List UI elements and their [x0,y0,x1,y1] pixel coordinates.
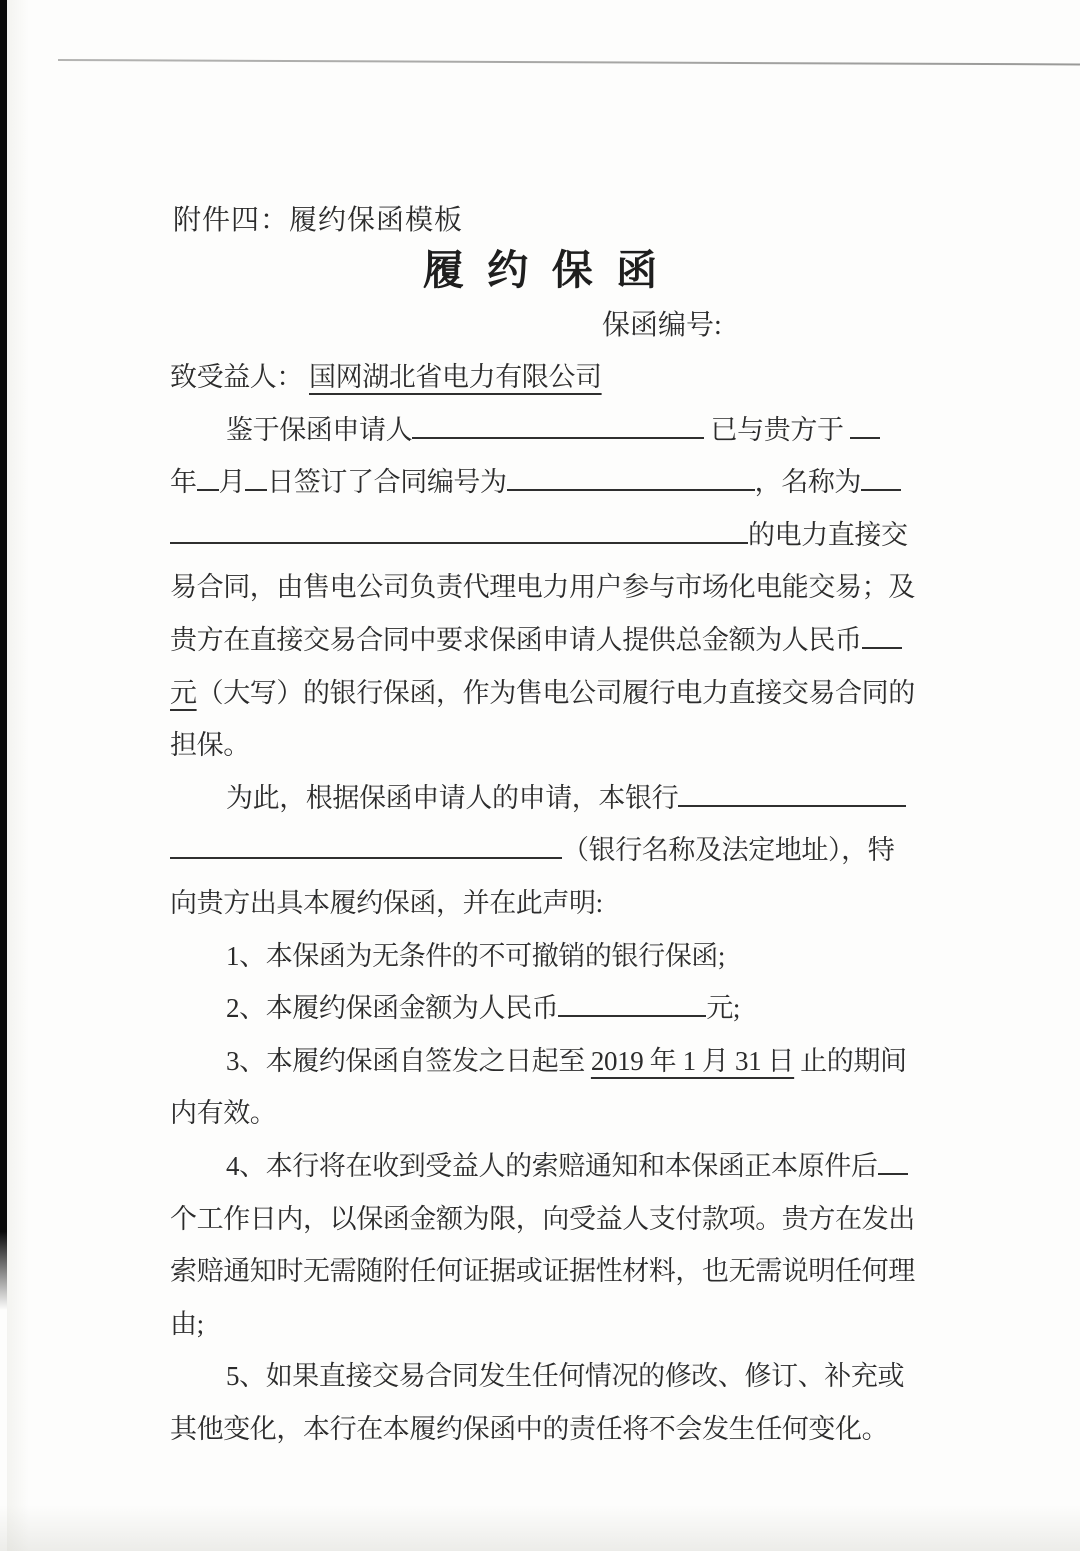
attachment-label: 附件四：履约保函模板 [173,205,464,236]
beneficiary-label: 致受益人： [170,362,303,392]
text-item-5-cont: 其他变化，本行在本履约保函中的责任将不会发生任何变化。 [170,1413,889,1444]
line-item-2 [170,982,930,1035]
text-item-5: 5、如果直接交易合同发生任何情况的修改、修订、补充或 [226,1361,905,1392]
text-require-amount: 贵方在直接交易合同中要求保函申请人提供总金额为人民币 [170,624,862,655]
text-bank-name-address: （银行名称及法定地址），特 [562,835,895,866]
text-item-2-yuan: 元; [706,993,741,1024]
line-hereby-bank [170,772,930,825]
blank-sign-year [850,410,880,439]
text-item-4-end: 由; [170,1308,204,1339]
text-bank-guarantee: （大写）的银行保函，作为售电公司履行电力直接交易合同的 [196,677,915,708]
text-guarantee-end: 担保。 [170,730,250,761]
document-body [170,351,930,1455]
blank-day [245,462,267,491]
line-trade-contract [170,561,930,614]
text-direct-power: 的电力直接交 [748,519,908,550]
line-item-5-cont [170,1403,930,1456]
line-require-amount [170,614,930,667]
text-item-3-end: 止的期间 [800,1045,907,1076]
text-whereas: 鉴于保函申请人 [226,414,413,445]
scan-bottom-shadow [0,1505,1080,1551]
line-item-4-cont-2 [170,1245,930,1298]
bond-number-label: 保函编号: [602,310,722,341]
blank-working-days [878,1146,908,1175]
line-item-3-cont [170,1087,930,1140]
blank-applicant-name [412,410,704,439]
blank-bank-name [678,778,906,807]
blank-guarantee-amount [558,988,706,1017]
text-item-3: 3、本履约保函自签发之日起至 [226,1045,585,1076]
line-issue-declare [170,877,930,930]
text-item-1: 1、本保函为无条件的不可撤销的银行保函; [226,940,726,971]
blank-bank-name-cont [170,830,562,859]
text-named: ，名称为 [754,467,862,498]
line-yuan-capital [170,667,930,720]
line-guarantee-end [170,719,930,772]
beneficiary-name: 国网湖北省电力有限公司 [309,362,602,392]
line-item-5 [170,1350,930,1403]
line-bank-name-cont [170,824,930,877]
line-contract-date [170,456,930,509]
line-contract-name-cont [170,509,930,562]
text-valid-within: 内有效。 [170,1098,277,1129]
text-month: 月 [218,467,246,498]
paper-top-edge-line [58,59,1080,65]
text-issue-declare: 向贵方出具本履约保函，并在此声明: [170,887,603,918]
blank-contract-name-cont [170,515,748,544]
line-item-4 [170,1140,930,1193]
text-item-4-cont-1: 个工作日内，以保函金额为限，向受益人支付款项。贵方在发出 [170,1203,915,1234]
text-trade-contract: 易合同，由售电公司负责代理电力用户参与市场化电能交易；及 [170,572,915,603]
scan-left-edge-artifact [0,0,7,1310]
text-yuan-underlined: 元 [170,677,197,708]
line-item-3 [170,1035,930,1088]
text-expiry-date: 2019 年 1 月 31 日 [590,1045,795,1076]
text-item-4-cont-2: 索赔通知时无需随附任何证据或证据性材料，也无需说明任何理 [170,1256,915,1287]
blank-contract-number [507,462,755,491]
document-title: 履 约 保 函 [422,247,664,293]
text-with-you-on: 已与贵方于 [704,414,850,445]
text-year: 年 [170,467,197,498]
text-item-2: 2、本履约保函金额为人民币 [226,993,559,1024]
line-whereas-applicant [170,404,930,457]
blank-amount-in-words [862,620,902,649]
scan-left-shadow [7,0,29,1551]
blank-month [197,462,219,491]
text-item-4: 4、本行将在收到受益人的索赔通知和本保函正本原件后 [226,1150,878,1181]
blank-contract-name-start [861,462,901,491]
line-beneficiary [170,351,930,404]
line-item-4-end [170,1298,930,1351]
line-item-4-cont-1 [170,1193,930,1246]
line-item-1 [170,930,930,983]
text-signed-contract-no: 日签订了合同编号为 [267,467,507,498]
text-hereby-bank: 为此，根据保函申请人的申请，本银行 [226,782,679,813]
